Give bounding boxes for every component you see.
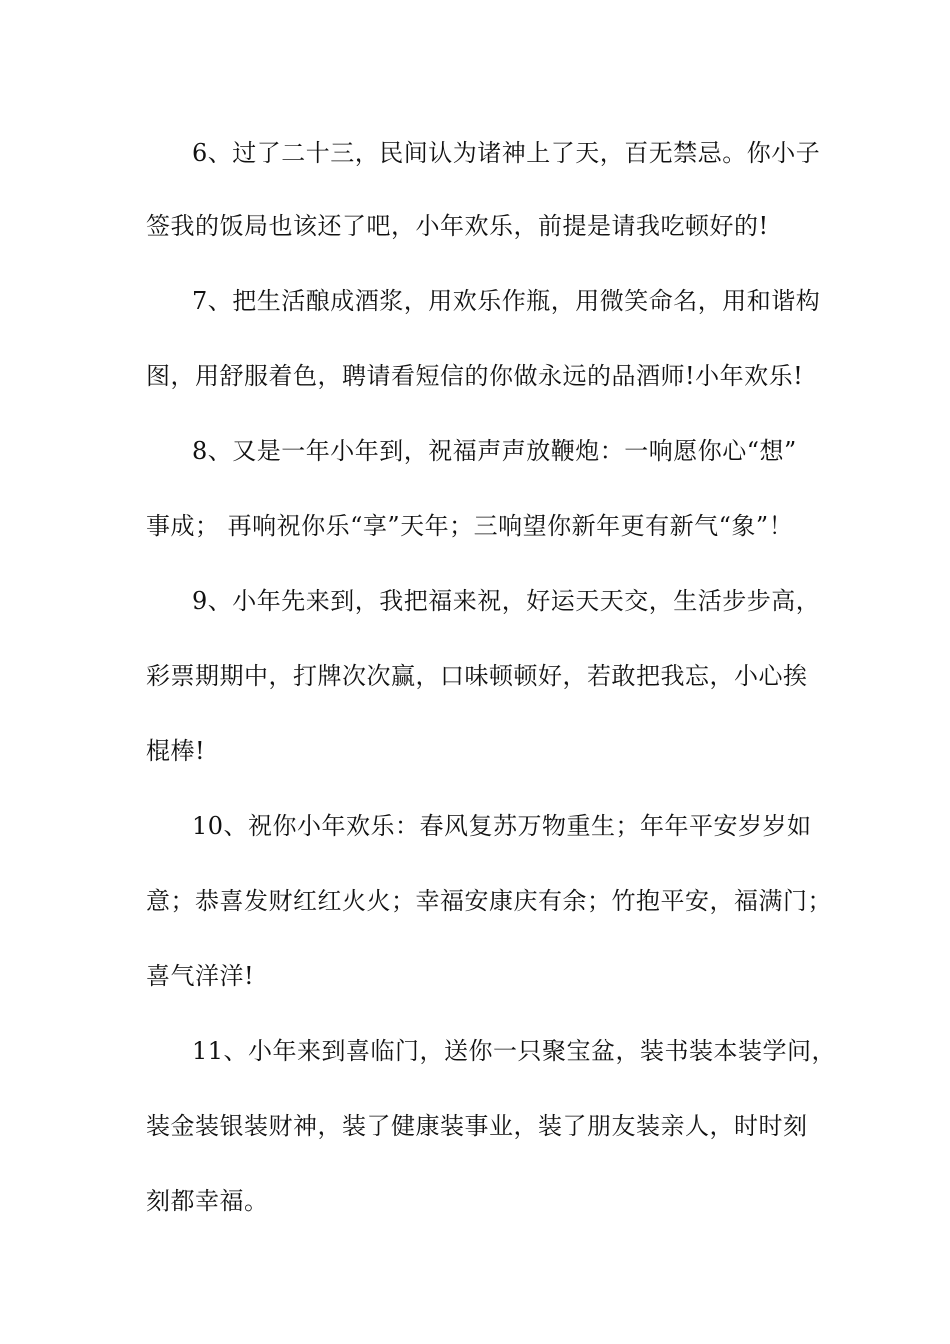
paragraph-8-line-1: 8、又是一年小年到，祝福声声放鞭炮：一响愿你心“想” <box>192 437 797 465</box>
paragraph-9-line-3: 棍棒! <box>146 737 206 765</box>
paragraph-6-line-2: 签我的饭局也该还了吧，小年欢乐，前提是请我吃顿好的! <box>146 212 769 240</box>
paragraph-11-line-2: 装金装银装财神，装了健康装事业，装了朋友装亲人，时时刻 <box>146 1112 808 1140</box>
paragraph-10-line-1: 10、祝你小年欢乐：春风复苏万物重生；年年平安岁岁如 <box>192 812 812 840</box>
paragraph-6-line-1: 6、过了二十三，民间认为诸神上了天，百无禁忌。你小子 <box>192 139 821 167</box>
paragraph-10-line-3: 喜气洋洋! <box>146 962 255 990</box>
paragraph-9-line-2: 彩票期期中，打牌次次赢，口味顿顿好，若敢把我忘，小心挨 <box>146 662 808 690</box>
paragraph-8-line-2: 事成； 再响祝你乐“享”天年；三响望你新年更有新气“象”！ <box>146 512 794 540</box>
paragraph-10-line-2: 意；恭喜发财红红火火；幸福安康庆有余；竹抱平安，福满门； <box>146 887 832 915</box>
paragraph-11-line-1: 11、小年来到喜临门，送你一只聚宝盆，装书装本装学问， <box>192 1037 837 1065</box>
paragraph-9-line-1: 9、小年先来到，我把福来祝，好运天天交，生活步步高， <box>192 587 821 615</box>
paragraph-11-line-3: 刻都幸福。 <box>146 1187 269 1215</box>
paragraph-7-line-1: 7、把生活酿成酒浆，用欢乐作瓶，用微笑命名，用和谐构 <box>192 287 821 315</box>
paragraph-7-line-2: 图，用舒服着色，聘请看短信的你做永远的品酒师!小年欢乐! <box>146 362 804 390</box>
